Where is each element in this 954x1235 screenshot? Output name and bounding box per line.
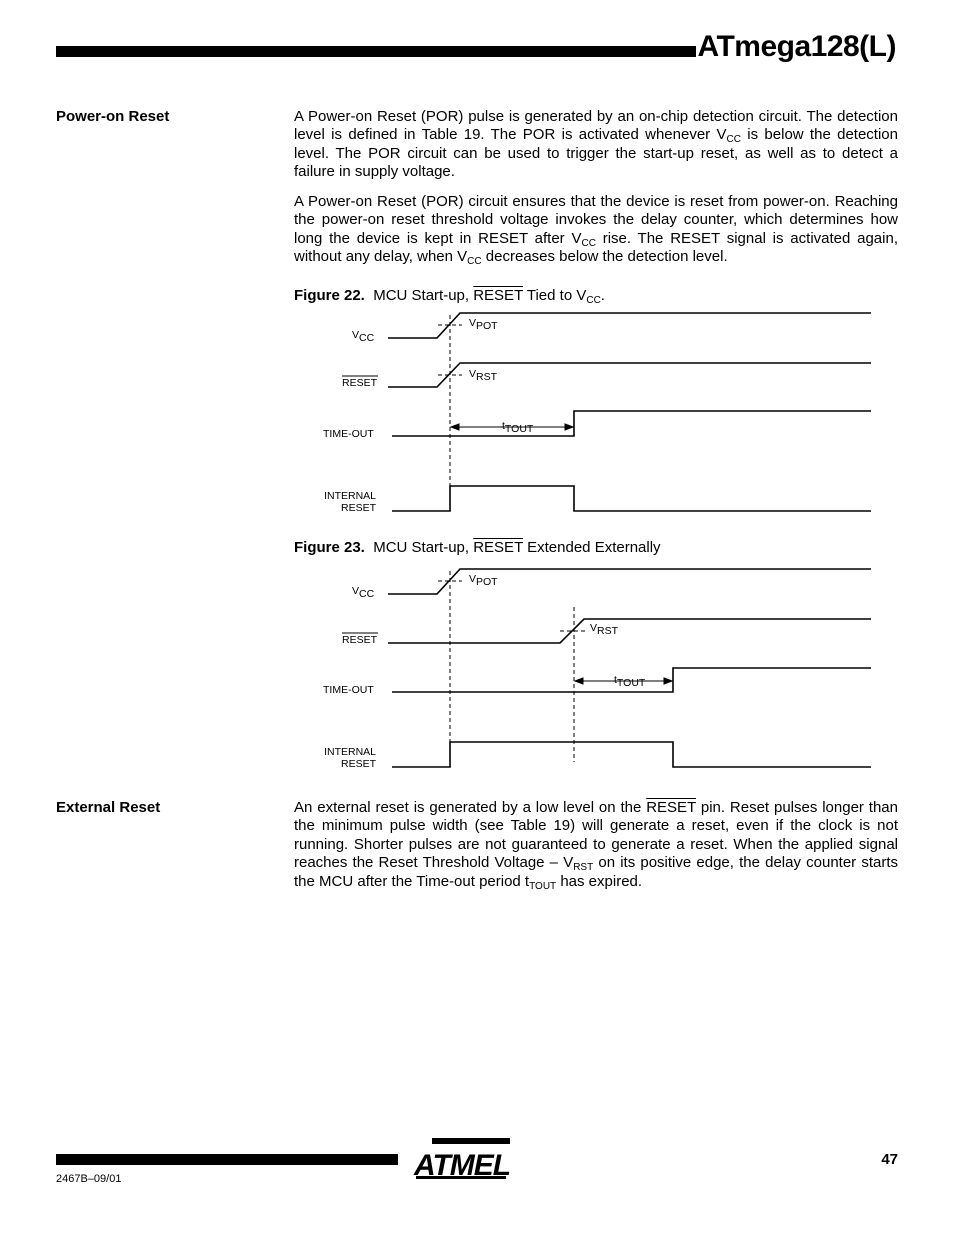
por-paragraph-2: A Power-on Reset (POR) circuit ensures that the device is reset from power-on. Reaching the power-on reset threshold voltage invokes the delay counter, which determines how long the device is kept in RESET after $V_{CC}$ rise. The RESET signal is activated again, without any delay, when $V_{CC}$ decreases below the detection level. xyxy=(294,193,898,268)
external-reset-paragraph: An external reset is generated by a low level on the RESET pin. Reset pulses longer than the minimum pulse width (see Table 19) will generate a reset, even if the clock is not running. Shorter pulses are not guaranteed to generate a reset. When the applied signal reaches the Reset Threshold Voltage – $V_{RST}$ on its positive edge, the delay counter starts the MCU after the Time-out period $t_{TOUT}$ has expired. xyxy=(294,799,898,892)
reset-signal-label: RESET xyxy=(342,634,378,646)
vcc-label: VCC xyxy=(352,585,375,600)
ttout-label: tTOUT xyxy=(502,420,534,435)
svg-text:ATMEL: ATMEL xyxy=(414,1149,511,1182)
internal-label: INTERNAL xyxy=(324,746,376,758)
figure-22-caption: Figure 22. MCU Start-up, RESET Tied to $V_{CC}$. xyxy=(294,287,605,306)
footer-bar xyxy=(56,1154,398,1165)
document-code: 2467B–09/01 xyxy=(56,1173,122,1185)
section-heading-power-on-reset: Power-on Reset xyxy=(56,108,170,125)
vcc-label: VCC xyxy=(352,329,375,344)
page-title: ATmega128(L) xyxy=(697,30,896,63)
internal-label: INTERNAL xyxy=(324,490,376,502)
figure-23-timing-diagram xyxy=(300,560,880,775)
ttout-label: tTOUT xyxy=(614,674,646,689)
internal-reset-label: RESET xyxy=(340,502,376,514)
timeout-waveform xyxy=(392,411,871,436)
internal-reset-label: RESET xyxy=(340,758,376,770)
timeout-label: TIME-OUT xyxy=(323,684,374,696)
page-number: 47 xyxy=(881,1151,898,1168)
vpot-label: VPOT xyxy=(469,317,498,332)
header-bar xyxy=(56,46,696,57)
reset-waveform xyxy=(388,619,871,643)
vrst-label: VRST xyxy=(590,622,619,637)
figure-23-caption: Figure 23. MCU Start-up, RESET Extended Externally xyxy=(294,539,661,556)
internal-reset-waveform xyxy=(392,486,871,511)
atmel-logo xyxy=(410,1136,512,1182)
vrst-label: VRST xyxy=(469,368,498,383)
timeout-label: TIME-OUT xyxy=(323,428,374,440)
internal-reset-waveform xyxy=(392,742,871,767)
section-heading-external-reset: External Reset xyxy=(56,799,161,816)
figure-22-timing-diagram xyxy=(300,305,880,520)
vpot-label: VPOT xyxy=(469,573,498,588)
por-paragraph-1: A Power-on Reset (POR) pulse is generated by an on-chip detection circuit. The detection level is defined in Table 19. The POR is activated whenever $V_{CC}$ is below the detection level. The POR circuit can be used to trigger the start-up reset, as well as to detect a failure in supply voltage. xyxy=(294,108,898,181)
reset-signal-label: RESET xyxy=(342,377,378,389)
